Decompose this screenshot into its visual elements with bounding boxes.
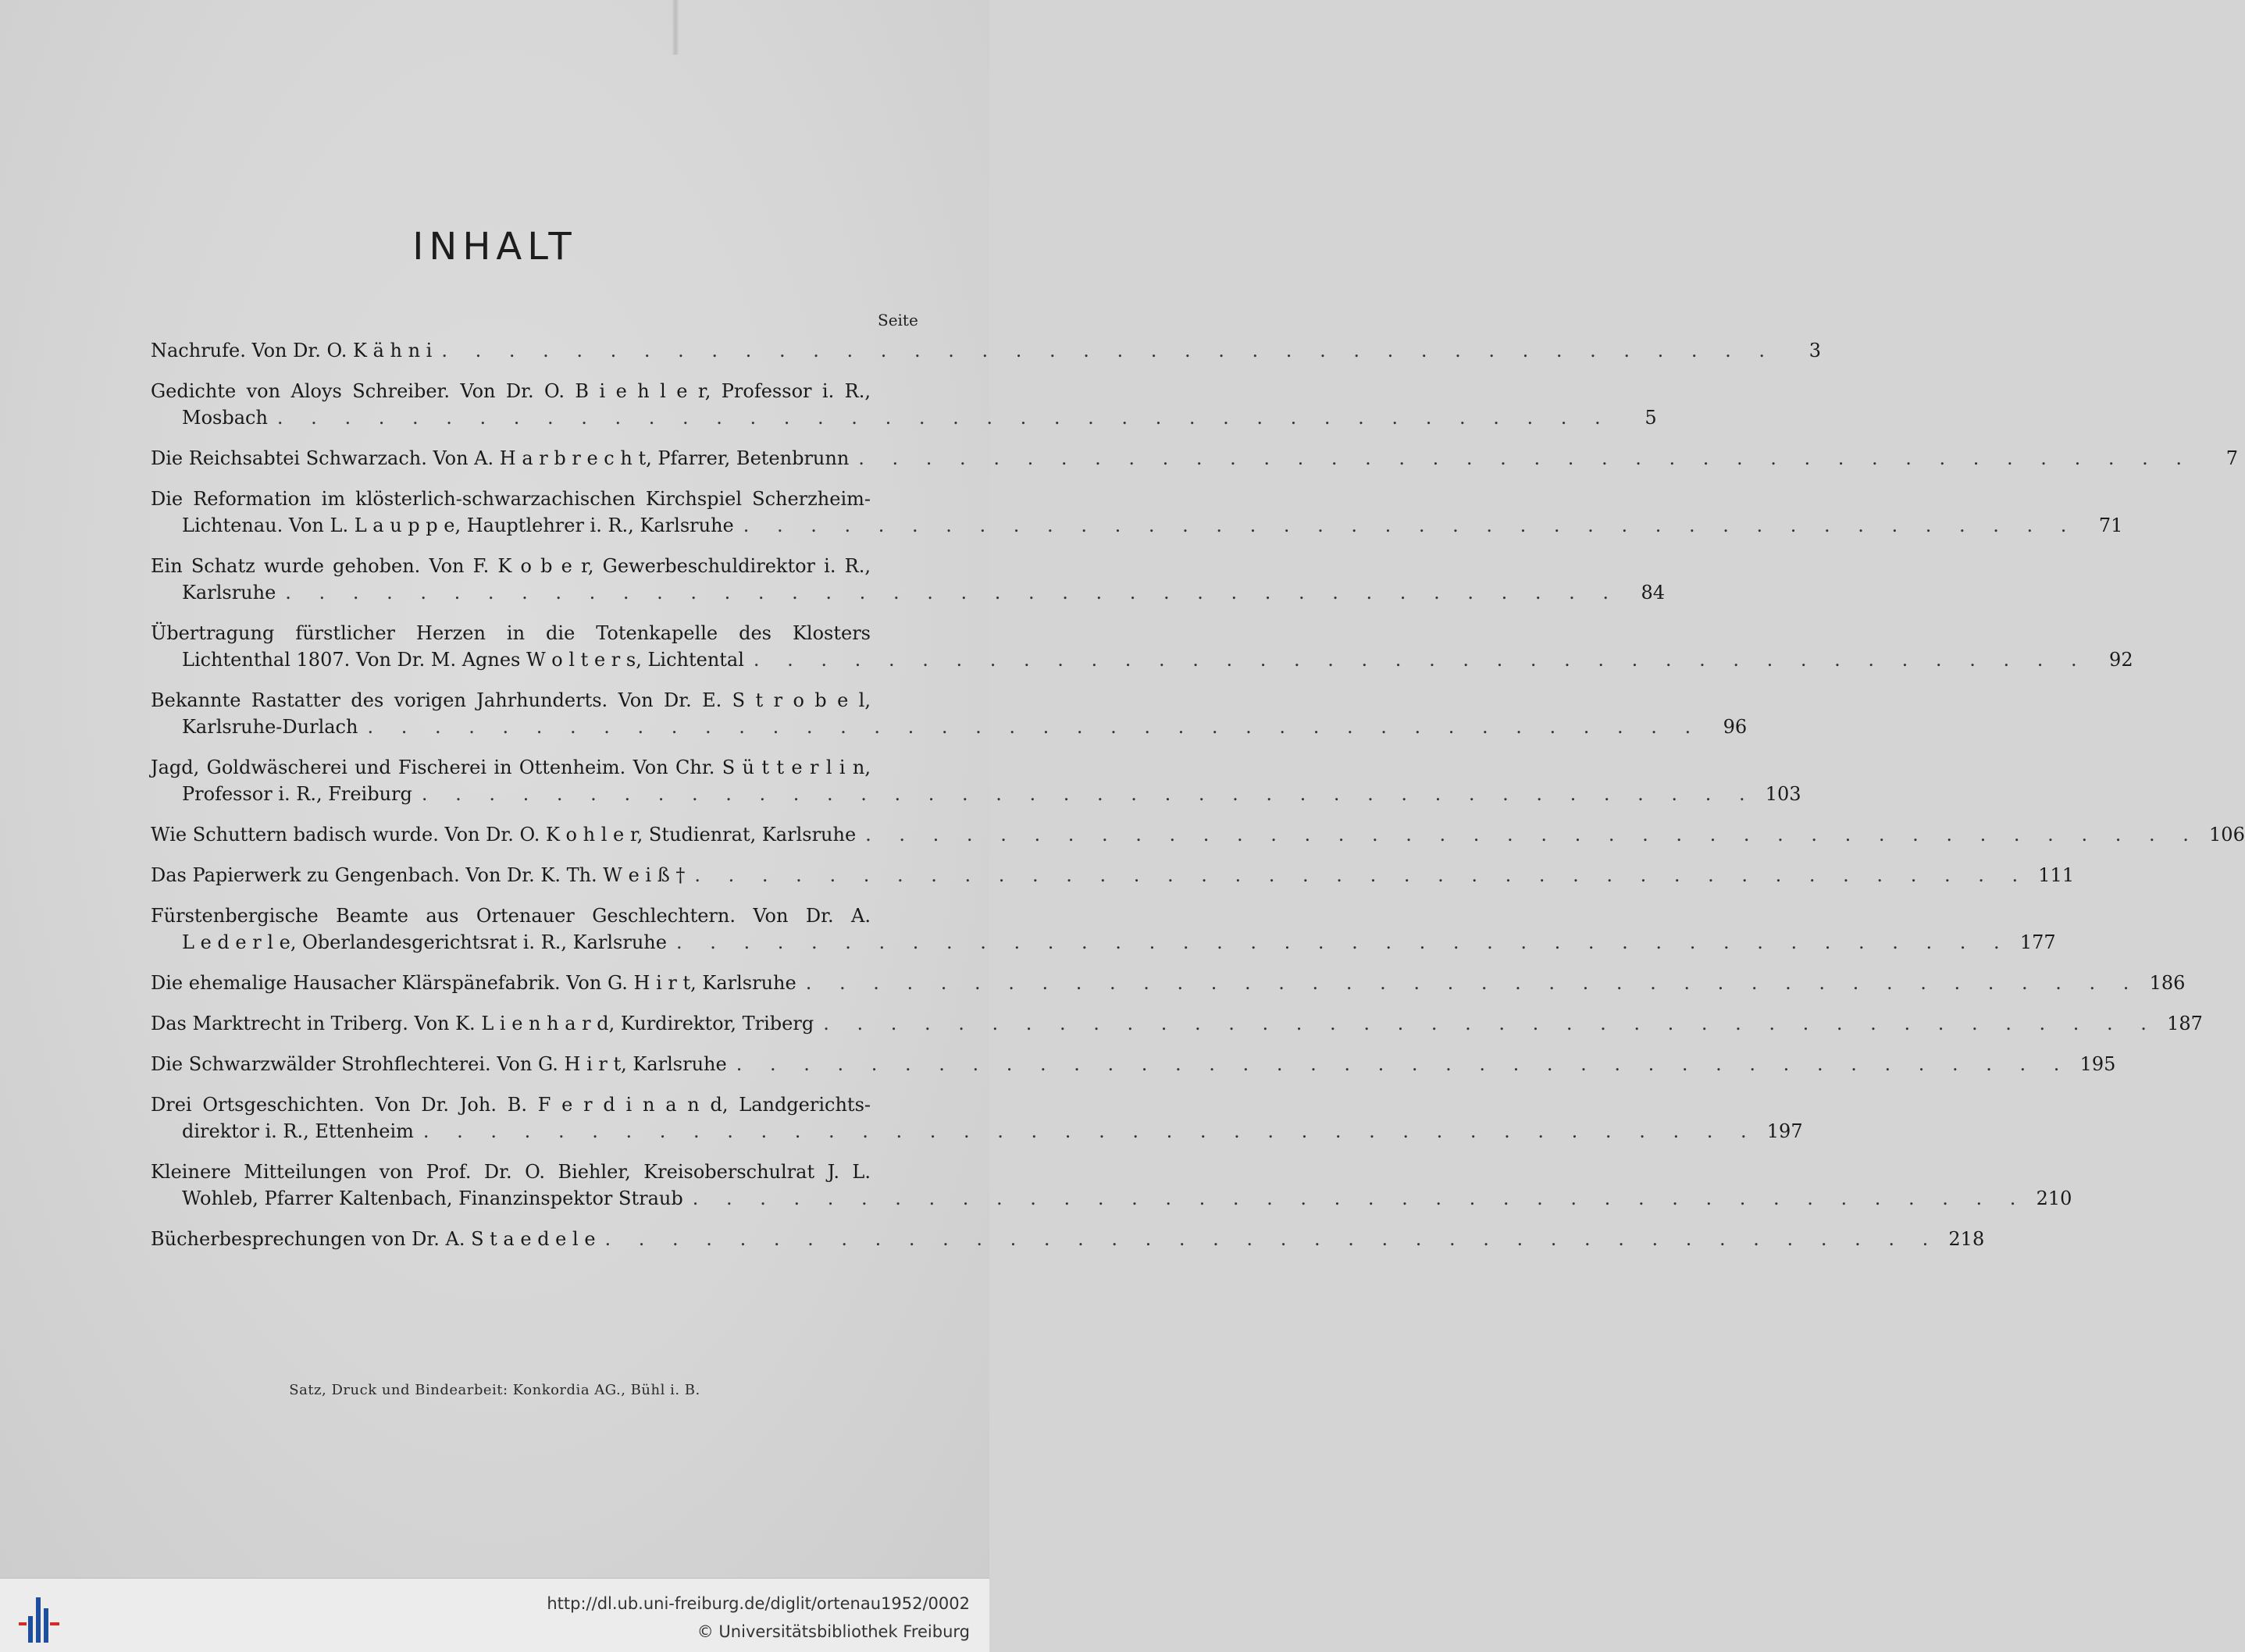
toc-page-number: 197 [1766, 1120, 1803, 1142]
toc-entry-text: Ein Schatz wurde gehoben. Von F. K o b e r, Gewerbeschuldirektor i. R., [151, 555, 871, 577]
dot-leader: . . . . . . . . . . . . . . . . . . . . . . . . . . . . . . . . . . . . . . . . [675, 931, 2011, 953]
toc-page-number: 177 [2019, 931, 2056, 953]
toc-page-number: 96 [1723, 716, 1748, 738]
dot-leader: . . . . . . . . . . . . . . . . . . . . . . . . . . . . . . . . . . . . . . . . [805, 972, 2140, 994]
toc-page-number: 3 [1808, 340, 1822, 361]
toc-entry-text: Jagd, Goldwäscherei und Fischerei in Ottenheim. Von Chr. S ü t t e r l i n, [151, 757, 871, 778]
page-column-header: Seite [878, 311, 918, 329]
toc-entry-text: Die ehemalige Hausacher Klärspänefabrik. Von G. H i r t, Karlsruhe [151, 972, 796, 994]
toc-entry-text: Professor i. R., Freiburg [182, 783, 412, 805]
toc-entry-text: Die Reformation im klösterlich-schwarzachischen Kirchspiel Scherzheim- [151, 488, 871, 510]
toc-entry-line [151, 714, 1748, 740]
copyright-notice: © Universitätsbibliothek Freiburg [697, 1622, 970, 1641]
toc-page-number: 186 [2149, 972, 2186, 994]
toc-entry-line [151, 620, 918, 646]
dot-leader: . . . . . . . . . . . . . . . . . . . . . . . . . . . . . . . . . . . . . . . . [823, 1013, 2158, 1034]
toc-entry [151, 337, 1822, 364]
toc-entry-text: Das Papierwerk zu Gengenbach. Von Dr. K. Th. W e i ß † [151, 864, 686, 886]
page-crease [672, 0, 679, 55]
toc-entry-line [151, 1118, 1803, 1145]
toc-entry-text: Die Reichsabtei Schwarzach. Von A. H a r b r e c h t, Pfarrer, Betenbrunn [151, 447, 850, 469]
toc-entry-text: direktor i. R., Ettenheim [182, 1120, 414, 1142]
toc-entry-line [151, 553, 918, 579]
toc-entry-line [151, 445, 2238, 472]
toc-entry-line [151, 970, 2186, 996]
toc-entry [151, 821, 2245, 848]
toc-page-number: 84 [1641, 582, 1665, 603]
toc-entry-line [151, 486, 918, 512]
dot-leader: . . . . . . . . . . . . . . . . . . . . . . . . . . . . . . . . . . . . . . . . [276, 407, 1612, 429]
toc-entry-line [151, 754, 918, 781]
toc-entry-text: Das Marktrecht in Triberg. Von K. L i e n h a r d, Kurdirektor, Triberg [151, 1013, 814, 1034]
dot-leader: . . . . . . . . . . . . . . . . . . . . . . . . . . . . . . . . . . . . . . . . [285, 582, 1620, 603]
toc-entry-text: Lichtenthal 1807. Von Dr. M. Agnes W o l t e r s, Lichtental [182, 649, 744, 671]
toc-entry-line [151, 687, 918, 714]
toc-entry [151, 687, 1748, 740]
toc-entry-text: Wohleb, Pfarrer Kaltenbach, Finanzinspektor Straub [182, 1187, 683, 1209]
toc-entry-text: Die Schwarzwälder Strohflechterei. Von G. H i r t, Karlsruhe [151, 1053, 727, 1075]
toc-entry [151, 445, 2238, 472]
toc-entry [151, 1051, 2116, 1077]
dot-leader: . . . . . . . . . . . . . . . . . . . . . . . . . . . . . . . . . . . . . . . . [858, 447, 2193, 469]
toc-entry [151, 970, 2186, 996]
toc-entry-text: Karlsruhe-Durlach [182, 716, 358, 738]
dot-leader: . . . . . . . . . . . . . . . . . . . . . . . . . . . . . . . . . . . . . . . . [441, 340, 1776, 361]
toc-page-number: 106 [2209, 824, 2245, 846]
toc-entry-line [151, 1010, 2203, 1037]
toc-page-number: 5 [1645, 407, 1657, 429]
dot-leader: . . . . . . . . . . . . . . . . . . . . . . . . . . . . . . . . . . . . . . . . [692, 1187, 2027, 1209]
imprint-note: Satz, Druck und Bindearbeit: Konkordia AG., Bühl i. B. [289, 1382, 700, 1398]
toc-entry [151, 903, 2056, 956]
toc-entry-line [151, 1091, 918, 1118]
toc-entry-text: Mosbach [182, 407, 268, 429]
toc-page-number: 71 [2098, 514, 2123, 536]
ub-freiburg-logo-icon[interactable] [16, 1593, 62, 1647]
toc-entry-line [151, 1159, 918, 1185]
toc-entry-text: Gedichte von Aloys Schreiber. Von Dr. O. B i e h l e r, Professor i. R., [151, 380, 871, 402]
toc-page-number: 210 [2036, 1187, 2072, 1209]
toc-entry [151, 486, 2123, 539]
toc-entry-line [151, 378, 918, 404]
dot-leader: . . . . . . . . . . . . . . . . . . . . . . . . . . . . . . . . . . . . . . . . [753, 649, 2088, 671]
dot-leader: . . . . . . . . . . . . . . . . . . . . . . . . . . . . . . . . . . . . . . . . [736, 1053, 2071, 1075]
toc-entry-line [151, 903, 918, 929]
toc-entry-text: Lichtenau. Von L. L a u p p e, Hauptlehrer i. R., Karlsruhe [182, 514, 734, 536]
toc-entry-text: Wie Schuttern badisch wurde. Von Dr. O. K o h l e r, Studienrat, Karlsruhe [151, 824, 857, 846]
toc-page-number: 218 [1948, 1228, 1985, 1250]
dot-leader: . . . . . . . . . . . . . . . . . . . . . . . . . . . . . . . . . . . . . . . . [694, 864, 2029, 886]
toc-page-number: 195 [2079, 1053, 2116, 1075]
toc-entry-line [151, 781, 1801, 807]
toc-page-number: 92 [2109, 649, 2133, 671]
dot-leader: . . . . . . . . . . . . . . . . . . . . . . . . . . . . . . . . . . . . . . . . [421, 783, 1756, 805]
toc-entry [151, 378, 1657, 431]
toc-entry [151, 553, 1665, 606]
toc-entry-line [151, 579, 1665, 606]
toc-entry-line [151, 512, 2123, 539]
toc-entry-text: Kleinere Mitteilungen von Prof. Dr. O. Biehler, Kreisoberschulrat J. L. [151, 1161, 871, 1183]
toc-entry [151, 862, 2075, 888]
toc-entry [151, 1010, 2203, 1037]
toc-page-number: 111 [2038, 864, 2075, 886]
dot-leader: . . . . . . . . . . . . . . . . . . . . . . . . . . . . . . . . . . . . . . . . [604, 1228, 1940, 1250]
toc-entry-line [151, 821, 2245, 848]
toc-entry [151, 1091, 1803, 1145]
viewer-footer [0, 1578, 989, 1652]
toc-entry-line [151, 337, 1822, 364]
toc-entry-line [151, 1185, 2072, 1212]
toc-entry-text: Bücherbesprechungen von Dr. A. S t a e d e l e [151, 1228, 596, 1250]
toc-entry-text: Karlsruhe [182, 582, 276, 603]
page-title: INHALT [412, 225, 577, 269]
toc-entry [151, 1159, 2072, 1212]
toc-entry-line [151, 1051, 2116, 1077]
dot-leader: . . . . . . . . . . . . . . . . . . . . . . . . . . . . . . . . . . . . . . . . [743, 514, 2078, 536]
toc-entry-line [151, 929, 2056, 956]
dot-leader: . . . . . . . . . . . . . . . . . . . . . . . . . . . . . . . . . . . . . . . . [422, 1120, 1758, 1142]
toc-entry-text: Fürstenbergische Beamte aus Ortenauer Geschlechtern. Von Dr. A. [151, 905, 871, 927]
toc-page-number: 103 [1765, 783, 1801, 805]
toc-entry-line [151, 404, 1657, 431]
dot-leader: . . . . . . . . . . . . . . . . . . . . . . . . . . . . . . . . . . . . . . . . [367, 716, 1702, 738]
toc-entry-line [151, 646, 2133, 673]
toc-entry-line [151, 862, 2075, 888]
toc-entry-text: Nachrufe. Von Dr. O. K ä h n i [151, 340, 433, 361]
toc-entry-text: Drei Ortsgeschichten. Von Dr. Joh. B. F e r d i n a n d, Landgerichts- [151, 1094, 871, 1116]
toc-entry-line [151, 1226, 1985, 1252]
toc-entry [151, 1226, 1985, 1252]
dot-leader: . . . . . . . . . . . . . . . . . . . . . . . . . . . . . . . . . . . . . . . . [865, 824, 2200, 846]
toc-entry-text: Übertragung fürstlicher Herzen in die Totenkapelle des Klosters [151, 622, 871, 644]
toc-entry [151, 754, 1801, 807]
table-of-contents [151, 337, 2245, 1266]
toc-entry-text: Bekannte Rastatter des vorigen Jahrhunderts. Von Dr. E. S t r o b e l, [151, 689, 871, 711]
toc-entry-text: L e d e r l e, Oberlandesgerichtsrat i. R., Karlsruhe [182, 931, 667, 953]
toc-page-number: 7 [2225, 447, 2238, 469]
toc-entry [151, 620, 2133, 673]
document-url-link[interactable]: http://dl.ub.uni-freiburg.de/diglit/ortenau1952/0002 [547, 1594, 970, 1613]
toc-page-number: 187 [2167, 1013, 2203, 1034]
